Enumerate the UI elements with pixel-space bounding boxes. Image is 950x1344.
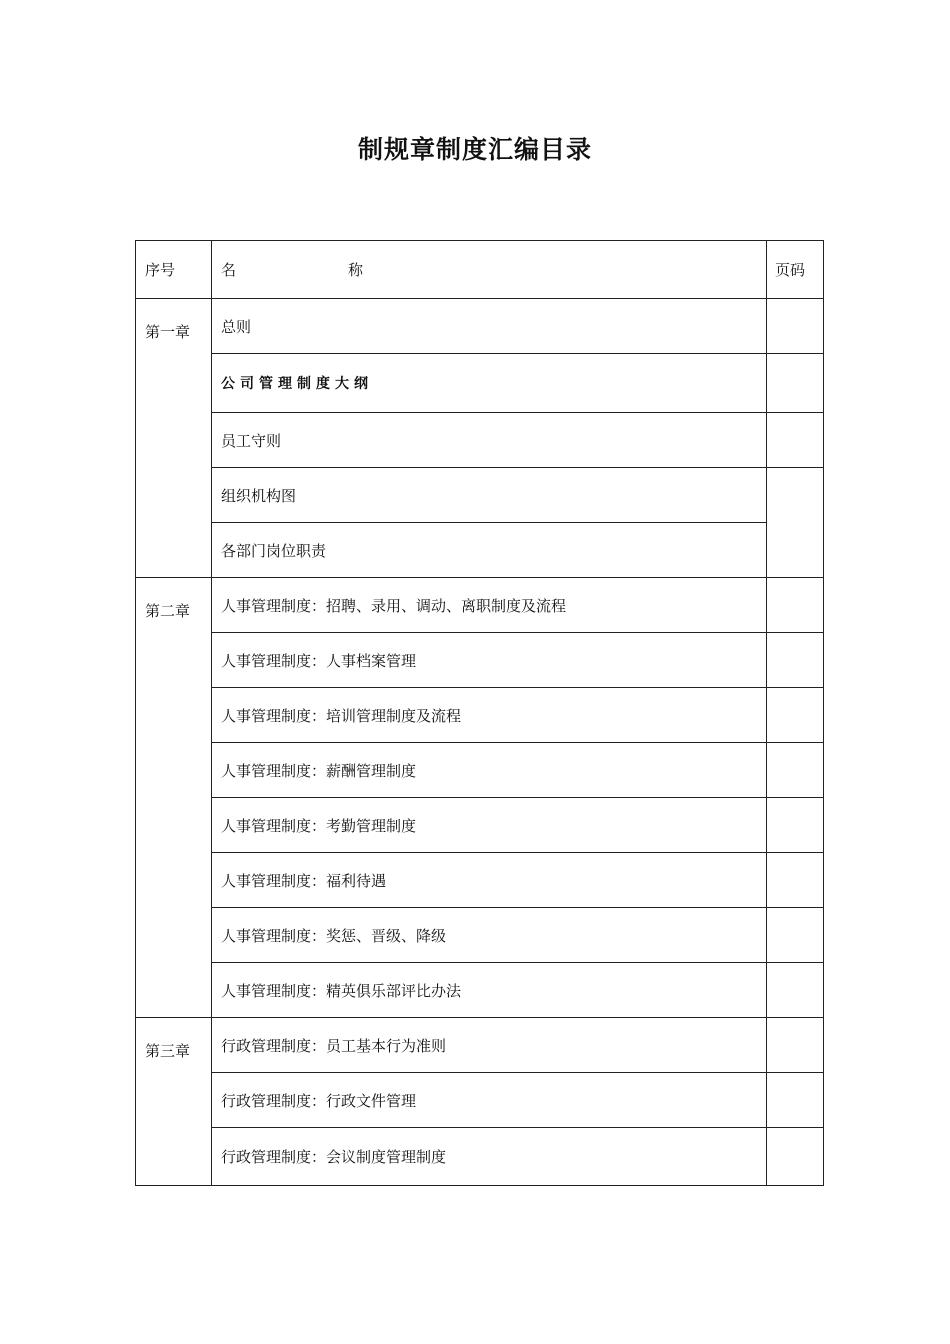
table-row: [136, 798, 824, 853]
table-row: [136, 1018, 824, 1073]
page-cell: [767, 688, 824, 743]
page-cell: [767, 798, 824, 853]
table-row: [136, 299, 824, 354]
toc-item: 行政管理制度：行政文件管理: [212, 1073, 767, 1128]
page-cell: [767, 633, 824, 688]
page-cell: [767, 963, 824, 1018]
toc-item: 总则: [212, 299, 767, 354]
toc-item: 人事管理制度：招聘、录用、调动、离职制度及流程: [212, 578, 767, 633]
table-row: [136, 413, 824, 468]
header-page: 页码: [767, 241, 824, 299]
header-row: [136, 241, 824, 299]
page-cell: [767, 299, 824, 354]
page-cell: [767, 1018, 824, 1073]
table-row: [136, 688, 824, 743]
header-seq: 序号: [136, 241, 212, 299]
table-row: [136, 523, 824, 578]
toc-item: 行政管理制度：会议制度管理制度: [212, 1128, 767, 1186]
header-name: [212, 241, 767, 299]
toc-table: [135, 240, 824, 1186]
toc-item: 人事管理制度：奖惩、晋级、降级: [212, 908, 767, 963]
table-row: [136, 963, 824, 1018]
table-row: [136, 743, 824, 798]
toc-item: 行政管理制度：员工基本行为准则: [212, 1018, 767, 1073]
toc-item: 人事管理制度：考勤管理制度: [212, 798, 767, 853]
toc-item: 人事管理制度：精英俱乐部评比办法: [212, 963, 767, 1018]
toc-item: 各部门岗位职责: [212, 523, 767, 578]
toc-item: 人事管理制度：人事档案管理: [212, 633, 767, 688]
header-name-right: 称: [347, 261, 363, 279]
table-row: [136, 354, 824, 413]
toc-item: 人事管理制度：薪酬管理制度: [212, 743, 767, 798]
table-row: [136, 908, 824, 963]
toc-item: 员工守则: [212, 413, 767, 468]
page-cell: [767, 578, 824, 633]
chapter-2-label: 第二章: [136, 578, 212, 1018]
page-cell: [767, 1073, 824, 1128]
chapter-3-label: 第三章: [136, 1018, 212, 1186]
toc-item-bold: 公司管理制度大纲: [212, 354, 767, 413]
page-cell: [767, 853, 824, 908]
table-row: [136, 1073, 824, 1128]
header-name-left: 名: [221, 261, 237, 279]
page-cell: [767, 413, 824, 468]
document-title: 制规章制度汇编目录: [357, 135, 592, 164]
page-cell: [767, 908, 824, 963]
table-row: [136, 468, 824, 523]
table-row: [136, 633, 824, 688]
page-cell: [767, 743, 824, 798]
page-cell: [767, 468, 824, 578]
page-cell: [767, 1128, 824, 1186]
table-row: [136, 853, 824, 908]
page-cell: [767, 354, 824, 413]
toc-item: 人事管理制度：培训管理制度及流程: [212, 688, 767, 743]
table-row: [136, 578, 824, 633]
table-row: [136, 1128, 824, 1186]
toc-item: 组织机构图: [212, 468, 767, 523]
toc-item: 人事管理制度：福利待遇: [212, 853, 767, 908]
chapter-1-label: 第一章: [136, 299, 212, 578]
